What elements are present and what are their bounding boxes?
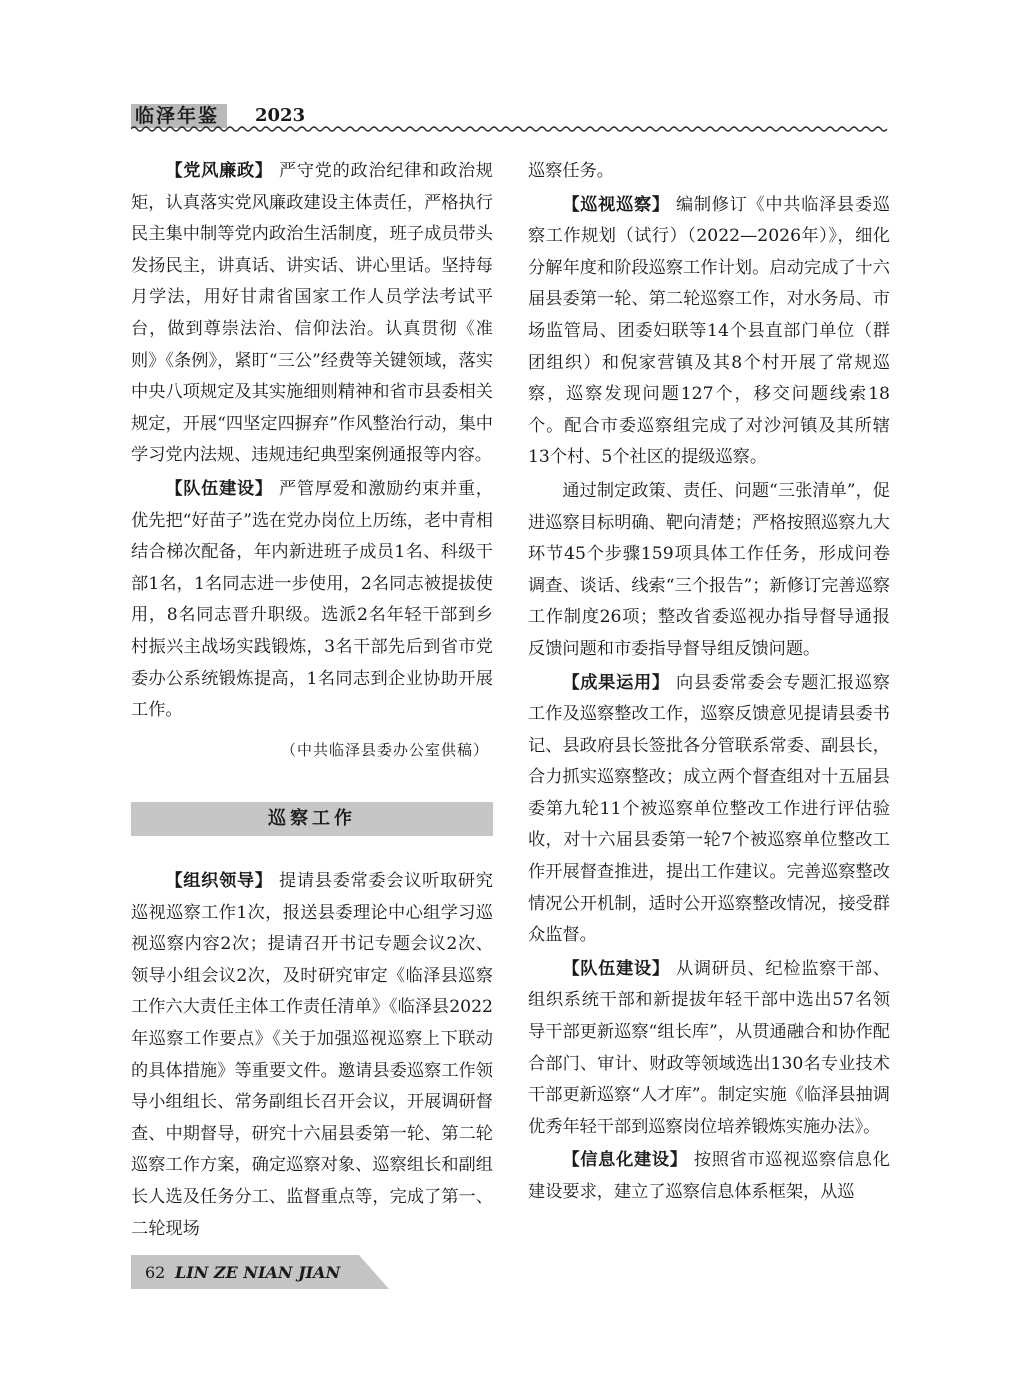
- section-heading: 巡察工作: [131, 802, 493, 836]
- page-header: [131, 96, 891, 136]
- paragraph-organization: [131, 866, 493, 1245]
- page-number: 62: [145, 1263, 166, 1282]
- footer-brand: LIN ZE NIAN JIAN: [175, 1263, 341, 1282]
- page-footer: [131, 1255, 391, 1291]
- section-tag: 【党风廉政】: [165, 161, 273, 181]
- paragraph-three-lists: 通过制定政策、责任、问题“三张清单”，促进巡察目标明确、靶向清楚；严格按照巡察九大环节45个步骤159项具体工作任务，形成问卷调查、谈话、线索“三个报告”；新修订完善巡察工作制度26项；整改省委巡视办指导督导通报反馈问题和市委指导督导组反馈问题。: [528, 480, 890, 659]
- paragraph-text: 严守党的政治纪律和政治规矩，认真落实党风廉政建设主体责任，严格执行民主集中制等党内政治生活制度，班子成员带头发扬民主，讲真话、讲实话、讲心里话。坚持每月学法，用好甘肃省国家工作人员学法考试平台，做到尊崇法治、信仰法治。认真贯彻《准则》《条例》，紧盯“三公”经费等关键领域，落实中央八项规定及其实施细则精神和省市县委相关规定，开展“四坚定四摒弃”作风整治行动，集中学习党内法规、违规违纪典型案例通报等内容。: [131, 161, 493, 466]
- paragraph-text: 提请县委常委会议听取研究巡视巡察工作1次，报送县委理论中心组学习巡视巡察内容2次；提请召开书记专题会议2次、领导小组会议2次，及时研究审定《临泽县巡察工作六大责任主体工作责任清单》《临泽县2022年巡察工作要点》《关于加强巡视巡察上下联动的具体措施》等重要文件。邀请县委巡察工作领导小组组长、常务副组长召开会议，开展调研督查、中期督导，研究十六届县委第一轮、第二轮巡察工作方案，确定巡察对象、巡察组长和副组长人选及任务分工、监督重点等，完成了第一、二轮现场: [131, 871, 493, 1239]
- paragraph-continued: 巡察任务。: [528, 161, 614, 181]
- left-column: [131, 156, 493, 766]
- paragraph-text: 按照省市巡视巡察信息化建设要求，建立了巡察信息体系框架，从巡: [528, 1150, 890, 1202]
- source-credit: （中共临泽县委办公室供稿）: [280, 740, 489, 759]
- paragraph-text: 向县委常委会专题汇报巡察工作及巡察整改工作，巡察反馈意见提请县委书记、县政府县长签批各分管联系常委、副县长，合力抓实巡察整改；成立两个督查组对十五届县委第九轮11个被巡察单位整改工作进行评估验收，对十六届县委第一轮7个被巡察单位整改工作开展督查推进，提出工作建议。完善巡察整改情况公开机制，适时公开巡察整改情况，接受群众监督。: [528, 672, 890, 946]
- paragraph-informatization: [528, 1145, 890, 1208]
- section-tag: 【队伍建设】: [165, 478, 273, 499]
- left-column-lower: [131, 866, 493, 1247]
- section-tag: 【队伍建设】: [562, 958, 670, 979]
- wavy-rule: [131, 124, 891, 134]
- paragraph-party-conduct: [131, 156, 493, 472]
- right-column: [528, 156, 890, 1211]
- yearbook-title: 临泽年鉴: [131, 104, 227, 128]
- paragraph-team-building: [131, 474, 493, 727]
- paragraph-text: 从调研员、纪检监察干部、组织系统干部和新提拔年轻干部中选出57名领导干部更新巡察“组长库”，从贯通融合和协作配合部门、审计、财政等领域选出130名专业技术干部更新巡察“人才库”。制定实施《临泽县抽调优秀年轻干部到巡察岗位培养锻炼实施办法》。: [528, 958, 890, 1137]
- yearbook-year: 2023: [255, 105, 306, 126]
- paragraph-team: [528, 954, 890, 1144]
- paragraph-text: 编制修订《中共临泽县委巡察工作规划（试行）（2022—2026年）》，细化分解年度和阶段巡察工作计划。启动完成了十六届县委第一轮、第二轮巡察工作，对水务局、市场监管局、团委妇联等14个县直部门单位（群团组织）和倪家营镇及其8个村开展了常规巡察，巡察发现问题127个，移交问题线索18个。配合市委巡察组完成了对沙河镇及其所辖13个村、5个社区的提级巡察。: [528, 194, 890, 468]
- section-tag: 【巡视巡察】: [562, 194, 670, 215]
- paragraph-inspection: [528, 190, 890, 474]
- paragraph-results: [528, 668, 890, 952]
- section-tag: 【信息化建设】: [562, 1150, 688, 1171]
- section-tag: 【组织领导】: [165, 871, 273, 891]
- section-tag: 【成果运用】: [562, 672, 670, 693]
- paragraph-text: 严管厚爱和激励约束并重，优先把“好苗子”选在党办岗位上历练，老中青相结合梯次配备，年内新进班子成员1名、科级干部1名，1名同志进一步使用，2名同志被提拔使用，8名同志晋升职级。选派2名年轻干部到乡村振兴主战场实践锻炼，3名干部先后到省市党委办公系统锻炼提高，1名同志到企业协助开展工作。: [131, 478, 493, 721]
